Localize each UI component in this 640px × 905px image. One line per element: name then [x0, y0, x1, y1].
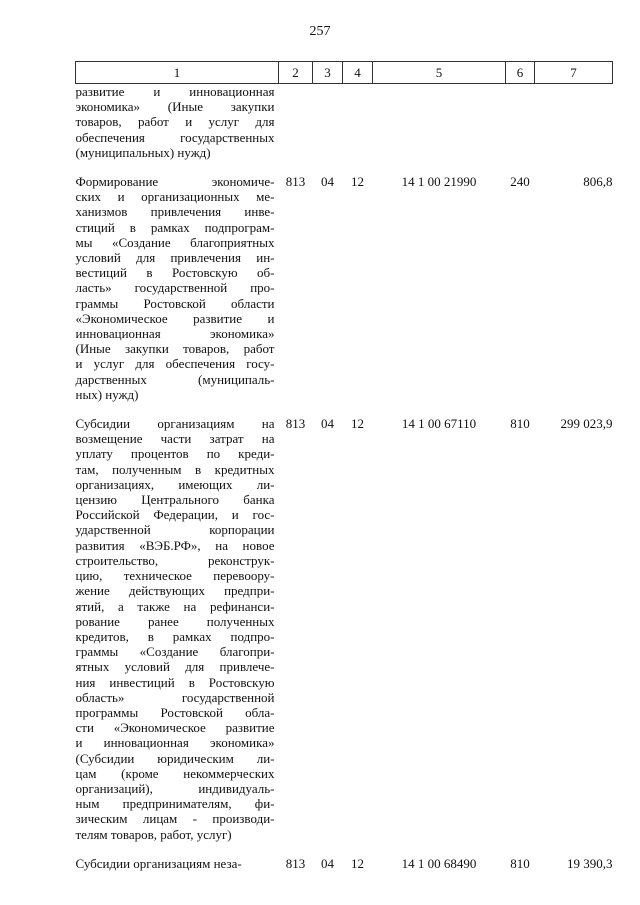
table-row — [76, 174, 613, 402]
header-col-7: 7 — [535, 62, 613, 84]
description-line: цам (кроме некоммерческих — [75, 765, 275, 781]
description-line: экономика» (Иные закупки — [75, 99, 275, 115]
description-line: ятий, а также на рефинанси- — [75, 598, 275, 614]
section-cell — [313, 84, 343, 161]
description-line: ных) нужд) — [75, 386, 139, 402]
description-line: зическим лицам - производи- — [75, 811, 275, 827]
row-spacer — [76, 160, 613, 174]
admin-code-cell — [279, 84, 313, 161]
description-line: Российской Федерации, и гос- — [75, 507, 275, 523]
description-line: обеспечения государственных — [75, 129, 275, 145]
description-line: организациях, имеющих ли- — [75, 476, 275, 492]
description-line: организаций), индивидуаль- — [75, 780, 275, 796]
admin-code-cell: 813 — [285, 855, 306, 871]
description-line: условий для привлечения ин- — [75, 250, 275, 266]
description-line: там, полученным в кредитных — [75, 461, 275, 477]
description-line: ятных условий для привлече- — [75, 659, 275, 675]
row-spacer-cell — [76, 402, 613, 416]
description-line: граммы Ростовской области — [75, 295, 275, 311]
description-line: граммы «Создание благопри- — [75, 644, 275, 660]
table-body — [76, 84, 613, 871]
description-line: кредитов, в рамках подпро- — [75, 628, 275, 644]
description-line: развитие и инновационная — [75, 84, 275, 99]
description-line: телям товаров, работ, услуг) — [75, 826, 232, 842]
admin-code-cell: 813 — [285, 174, 306, 190]
description-line: строительство, реконструк- — [75, 552, 275, 568]
description-line: «Экономическое развитие и — [75, 310, 275, 326]
description-line: и услуг для обеспечения госу- — [75, 356, 275, 372]
description-line: ханизмов привлечения инве- — [75, 204, 275, 220]
description-line: стиций в рамках подпрограм- — [75, 219, 275, 235]
subsection-cell — [343, 84, 373, 161]
target-article-cell — [373, 84, 506, 161]
row-spacer-cell — [76, 160, 613, 174]
section-cell: 04 — [321, 855, 334, 871]
description-line: (муниципальных) нужд) — [75, 144, 211, 160]
table-row — [76, 416, 613, 842]
description-line: уплату процентов по креди- — [75, 446, 275, 462]
table-header — [76, 62, 613, 84]
expense-type-cell: 810 — [510, 416, 530, 432]
subsection-cell: 12 — [351, 174, 364, 190]
description-line: область» государственной — [75, 689, 275, 705]
description-line: сти «Экономическое развитие — [75, 720, 275, 736]
description-line: ских и организационных ме- — [75, 189, 275, 205]
subsection-cell: 12 — [351, 855, 364, 871]
amount-cell: 19 390,3 — [567, 855, 613, 871]
admin-code-cell: 813 — [285, 416, 306, 432]
row-spacer — [76, 842, 613, 856]
description-line: вестиций в Ростовскую об- — [75, 265, 275, 281]
section-cell: 04 — [321, 174, 334, 190]
budget-table — [75, 61, 613, 871]
header-col-1: 1 — [76, 62, 279, 84]
header-col-2: 2 — [279, 62, 313, 84]
description-line: ния инвестиций в Ростовскую — [75, 674, 275, 690]
description-line: цензию Центрального банка — [75, 492, 275, 508]
section-cell: 04 — [321, 416, 334, 432]
target-article-cell: 14 1 00 67110 — [401, 416, 477, 432]
description-cell — [76, 856, 279, 871]
amount-cell — [535, 84, 613, 161]
header-row — [76, 62, 613, 84]
description-line: ным предпринимателям, фи- — [75, 796, 275, 812]
description-line: (Субсидии юридическим ли- — [75, 750, 275, 766]
description-line: развития «ВЭБ.РФ», на новое — [75, 537, 275, 553]
page-number: 257 — [309, 24, 331, 39]
header-col-5: 5 — [373, 62, 506, 84]
description-line: (Иные закупки товаров, работ — [75, 341, 275, 357]
amount-cell: 299 023,9 — [560, 416, 613, 432]
description-line: возмещение части затрат на — [75, 431, 275, 447]
description-cell — [76, 84, 279, 161]
header-col-6: 6 — [506, 62, 535, 84]
row-spacer-cell — [76, 842, 613, 856]
description-cell — [76, 174, 279, 402]
amount-cell: 806,8 — [583, 174, 613, 190]
description-cell — [76, 416, 279, 842]
description-line: товаров, работ и услуг для — [75, 114, 275, 130]
expense-type-cell — [506, 84, 535, 161]
description-line: программы Ростовской обла- — [75, 704, 275, 720]
row-spacer — [76, 402, 613, 416]
description-line: мы «Создание благоприятных — [75, 234, 275, 250]
header-col-4: 4 — [343, 62, 373, 84]
description-line: цию, техническое перевоору- — [75, 568, 275, 584]
expense-type-cell: 240 — [510, 174, 530, 190]
header-col-3: 3 — [313, 62, 343, 84]
subsection-cell: 12 — [351, 416, 364, 432]
description-line: и инновационная экономика» — [75, 735, 275, 751]
description-line: Формирование экономиче- — [75, 174, 275, 190]
table-row — [76, 856, 613, 871]
description-line: ласть» государственной про- — [75, 280, 275, 296]
description-line: рование ранее полученных — [75, 613, 275, 629]
target-article-cell: 14 1 00 21990 — [401, 174, 477, 190]
description-line: инновационная экономика» — [75, 326, 275, 342]
target-article-cell: 14 1 00 68490 — [401, 855, 477, 871]
description-line: дарственных (муниципаль- — [75, 371, 275, 387]
description-line: Субсидии организациям неза- — [75, 855, 242, 871]
description-line: Субсидии организациям на — [75, 416, 275, 432]
description-line: ударственной корпорации — [75, 522, 275, 538]
expense-type-cell: 810 — [510, 855, 530, 871]
table-row — [76, 84, 613, 161]
description-line: жение действующих предпри- — [75, 583, 275, 599]
